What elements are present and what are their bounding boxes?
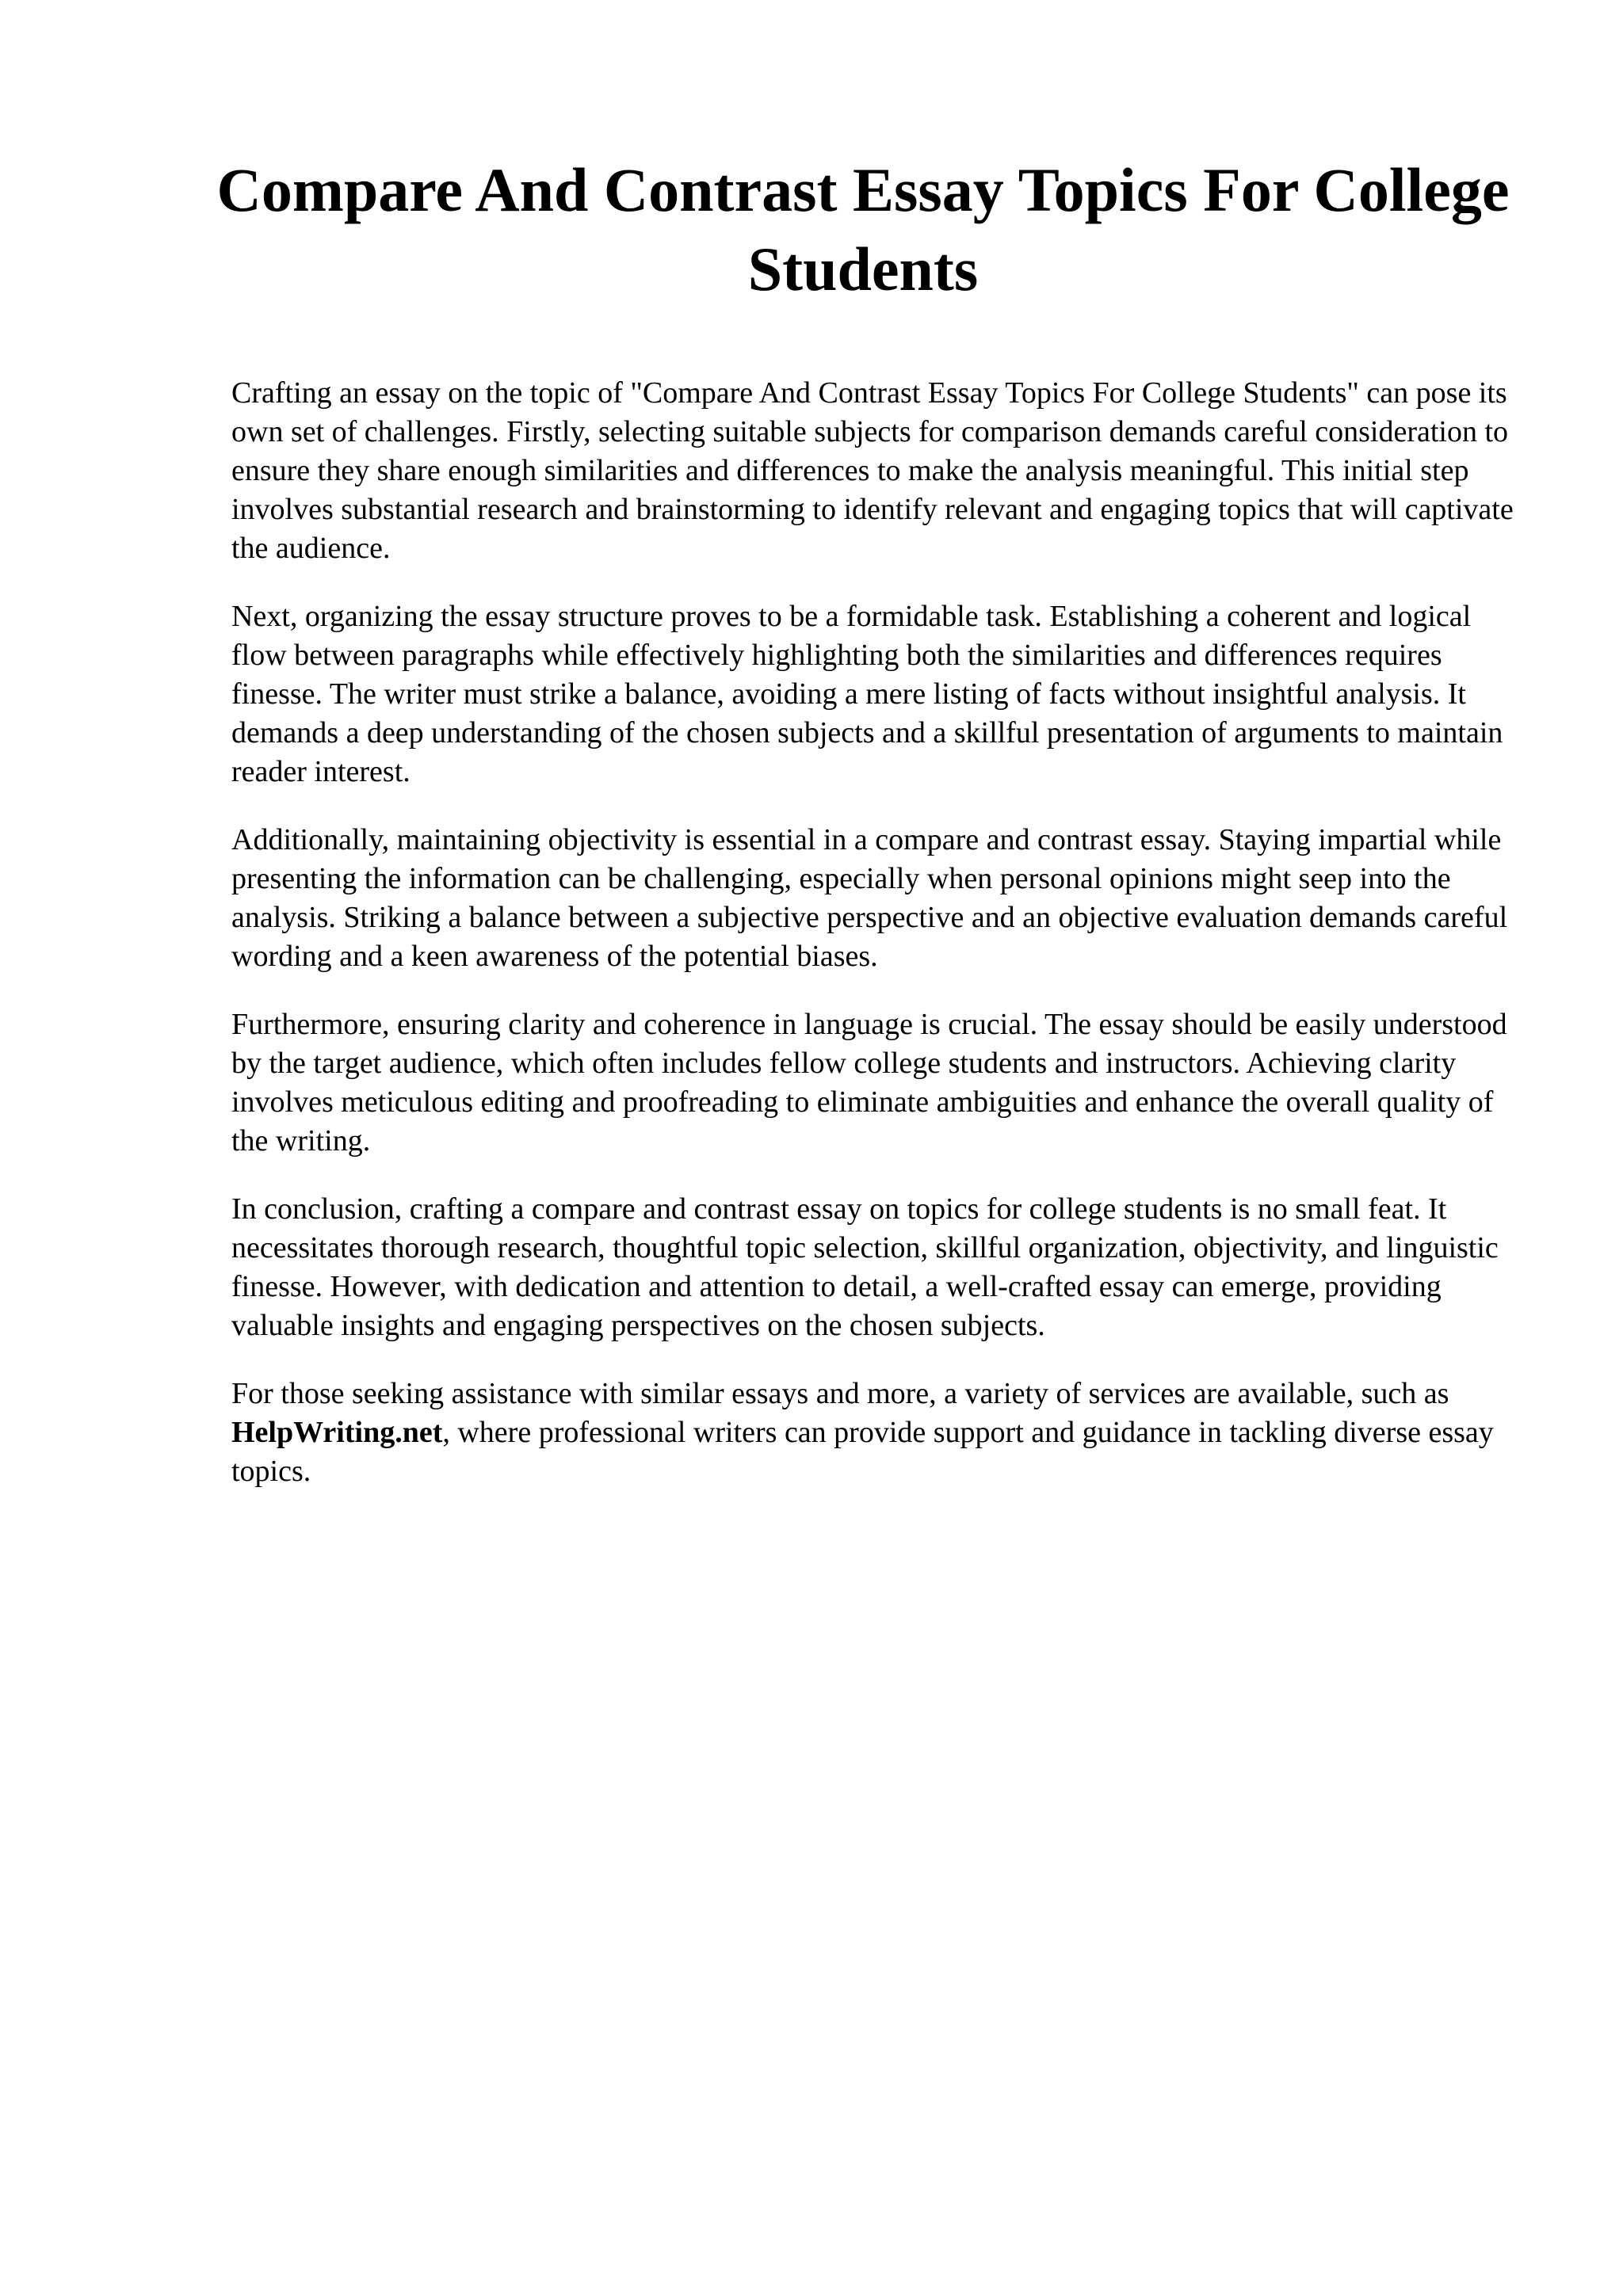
closing-text-before-link: For those seeking assistance with similar essays and more, a variety of services are available, such as (231, 1377, 1449, 1410)
paragraph-objectivity: Additionally, maintaining objectivity is essential in a compare and contrast essay. Staying impartial while presenting the information can be challenging, especially when personal opinions might seep into the analysis. Striking a balance between a subjective perspective and an objective evaluation demands careful wording and a keen awareness of the potential biases. (231, 823, 1508, 973)
helpwriting-link[interactable]: HelpWriting.net (231, 1416, 443, 1449)
paragraph-conclusion: In conclusion, crafting a compare and contrast essay on topics for college students is no small feat. It necessitates thorough research, thoughtful topic selection, skillful organization, objectivity, and linguistic finesse. However, with dedication and attention to detail, a well-crafted essay can emerge, providing valuable insights and engaging perspectives on the chosen subjects. (231, 1192, 1499, 1342)
paragraph-closing (231, 1375, 1531, 1491)
paragraph-structure: Next, organizing the essay structure proves to be a formidable task. Establishing a coherent and logical flow between paragraphs while effectively highlighting both the similarities and differences requires finesse. The writer must strike a balance, avoiding a mere listing of facts without insightful analysis. It demands a deep understanding of the chosen subjects and a skillful presentation of arguments to maintain reader interest. (231, 600, 1503, 788)
document-title: Compare And Contrast Essay Topics For College Students (216, 155, 1510, 303)
paragraph-intro: Crafting an essay on the topic of "Compare And Contrast Essay Topics For College Students" can pose its own set of challenges. Firstly, selecting suitable subjects for comparison demands careful consideration to ensure they share enough similarities and differences to make the analysis meaningful. This initial step involves substantial research and brainstorming to identify relevant and engaging topics that will captivate the audience. (231, 376, 1514, 565)
closing-text-after-link: , where professional writers can provide support and guidance in tackling diverse essay topics. (231, 1416, 1494, 1488)
document-body (231, 374, 1531, 1520)
paragraph-clarity: Furthermore, ensuring clarity and coherence in language is crucial. The essay should be easily understood by the target audience, which often includes fellow college students and instructors. Achieving clarity involves meticulous editing and proofreading to eliminate ambiguities and enhance the overall quality of the writing. (231, 1008, 1507, 1158)
